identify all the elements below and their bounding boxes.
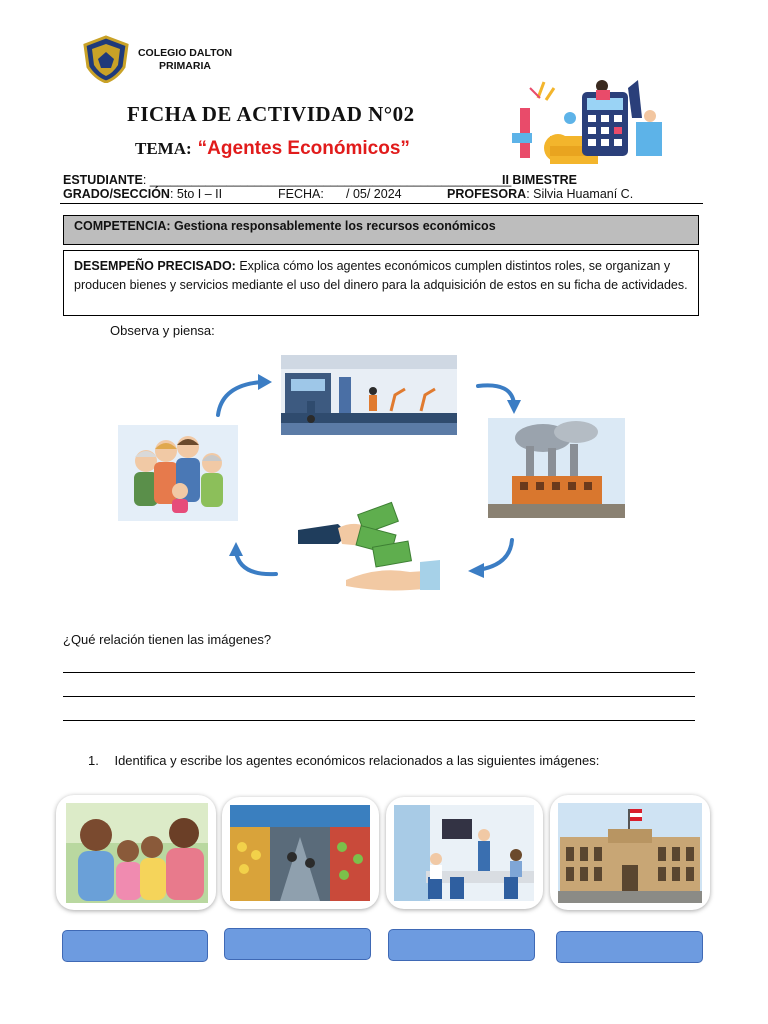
desempeno-label: DESEMPEÑO PRECISADO: bbox=[74, 259, 236, 273]
answer-box-1[interactable] bbox=[62, 930, 208, 962]
instruction-item-1 bbox=[88, 753, 599, 768]
relation-question: ¿Qué relación tienen las imágenes? bbox=[63, 632, 272, 647]
answer-line-1[interactable] bbox=[63, 672, 695, 673]
student-label: ESTUDIANTE bbox=[63, 173, 143, 187]
family-photo bbox=[56, 795, 216, 910]
answer-line-3[interactable] bbox=[63, 720, 695, 721]
teacher-label: PROFESORA bbox=[447, 187, 527, 201]
school-name: COLEGIO DALTON PRIMARIA bbox=[137, 47, 233, 72]
item-text: Identifica y escribe los agentes económicos relacionados a las siguientes imágenes: bbox=[114, 753, 600, 768]
topic-value: “Agentes Económicos” bbox=[197, 138, 410, 159]
answer-line-2[interactable] bbox=[63, 696, 695, 697]
student-name-blank[interactable]: : ____________________________________________________ bbox=[142, 173, 512, 187]
competencia-text: Gestiona responsablemente los recursos económicos bbox=[170, 219, 496, 233]
topic-label: TEMA: bbox=[135, 139, 192, 158]
answer-box-2[interactable] bbox=[224, 928, 371, 960]
item-number: 1. bbox=[88, 753, 99, 768]
government-palace-photo bbox=[550, 795, 710, 910]
observe-instruction: Observa y piensa: bbox=[110, 323, 215, 338]
date-label: FECHA: bbox=[278, 187, 324, 201]
date-value: / 05/ 2024 bbox=[346, 187, 402, 201]
market-photo bbox=[222, 797, 379, 909]
grade-value: : 5to I – II bbox=[169, 187, 223, 201]
worksheet-title: FICHA DE ACTIVIDAD N°02 bbox=[127, 102, 415, 126]
arrow-family-to-factory bbox=[218, 382, 262, 415]
answer-box-4[interactable] bbox=[556, 931, 703, 963]
grade-label: GRADO/SECCIÓN bbox=[63, 187, 170, 201]
desempeno-text: Explica cómo los agentes económicos cumplen distintos roles, se organizan y producen bienes y servicios mediante el uso del dinero para la adquisición de estos en su ficha de actividades. bbox=[74, 259, 688, 292]
answer-box-3[interactable] bbox=[388, 929, 535, 961]
office-meeting-photo bbox=[386, 797, 543, 909]
teacher-name: : Silvia Huamaní C. bbox=[526, 187, 634, 201]
competencia-label: COMPETENCIA: bbox=[74, 219, 171, 233]
bimestre-label: II BIMESTRE bbox=[502, 173, 578, 187]
